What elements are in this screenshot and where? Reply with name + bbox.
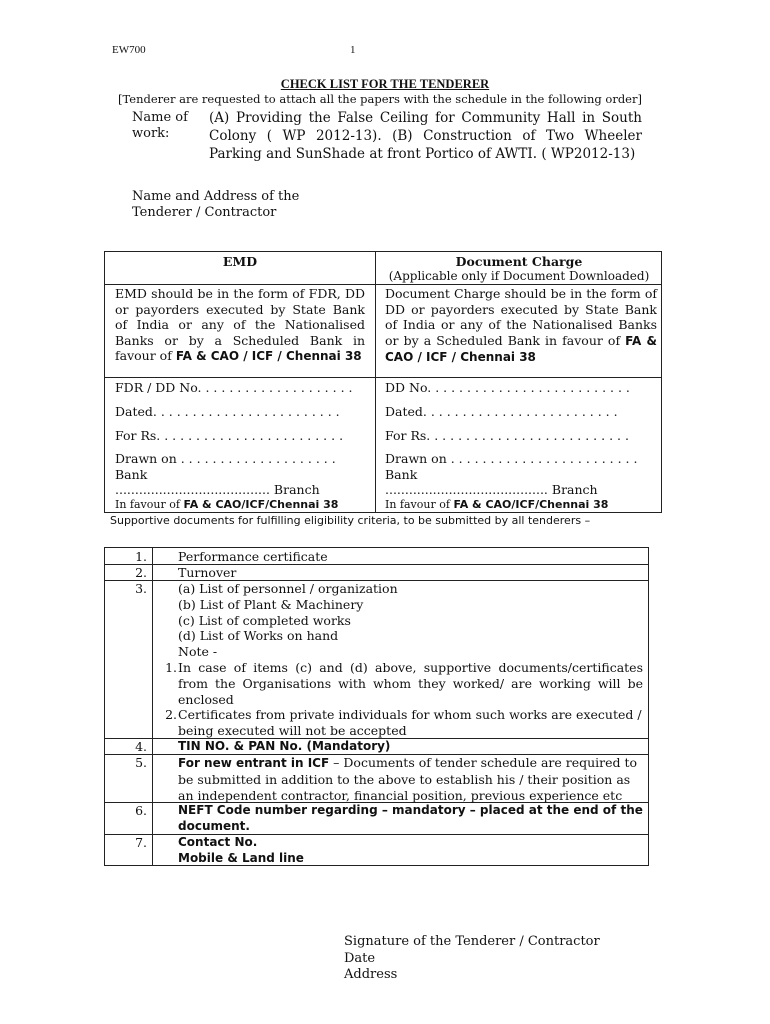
checklist-item-turnover: Turnover xyxy=(178,565,237,580)
checklist-item-new-entrant xyxy=(178,755,643,803)
mobile-land-line-label: Mobile & Land line xyxy=(178,850,304,865)
emd-in-favour-value: FA & CAO/ICF/Chennai 38 xyxy=(183,498,339,511)
doc-charge-branch: ......................................... Branch xyxy=(385,482,598,497)
doc-charge-heading: Document Charge xyxy=(455,254,583,269)
table-column-divider xyxy=(375,252,376,512)
name-of-work-label-line1: Name of xyxy=(132,110,188,125)
checklist-note-1: In case of items (c) and (d) above, supportive documents/certificates from the Organisations with whom they worked/ are working will be enclosed xyxy=(178,660,643,707)
emd-dated: Dated. . . . . . . . . . . . . . . . . . . . . . . . xyxy=(115,404,340,419)
doc-charge-favour: FA & CAO / ICF / Chennai 38 xyxy=(385,333,658,364)
checklist-item-neft: NEFT Code number regarding – mandatory – placed at the end of the document. xyxy=(178,803,643,833)
signature-label: Signature of the Tenderer / Contractor xyxy=(344,934,600,949)
tenderer-label-line1: Name and Address of the xyxy=(132,189,300,204)
doc-charge-in-favour-prefix: In favour of xyxy=(385,498,450,511)
table-row-divider xyxy=(105,377,661,378)
date-label: Date xyxy=(344,950,376,966)
name-of-work-text: (A) Providing the False Ceiling for Community Hall in South Colony ( WP 2012-13). (B) Construction of Two Wheeler Parking and SunShade at front Portico of AWTI. ( WP2012-13) xyxy=(209,110,642,162)
emd-fdr-dd-no: FDR / DD No. . . . . . . . . . . . . . . . . . . . xyxy=(115,380,353,395)
signature-block xyxy=(344,934,600,984)
checklist-number: 7. xyxy=(135,835,147,850)
checklist-note-label: Note - xyxy=(178,644,218,660)
supportive-documents-note: Supportive documents for fulfilling eligibility criteria, to be submitted by all tenderers – xyxy=(110,514,591,527)
doc-charge-dated: Dated. . . . . . . . . . . . . . . . . . . . . . . . . xyxy=(385,404,618,419)
checklist-number: 1. xyxy=(135,549,147,564)
emd-for-rs: For Rs. . . . . . . . . . . . . . . . . . . . . . . . xyxy=(115,428,344,443)
note-number: 1. xyxy=(165,660,177,675)
page-subtitle: [Tenderer are requested to attach all the papers with the schedule in the following order] xyxy=(118,92,642,106)
doc-charge-in-favour-value: FA & CAO/ICF/Chennai 38 xyxy=(453,498,609,511)
emd-in-favour xyxy=(115,498,375,511)
emd-heading: EMD xyxy=(222,254,258,269)
checklist-number: 5. xyxy=(135,755,147,770)
emd-instructions xyxy=(115,286,365,365)
doc-charge-bank: Bank xyxy=(385,467,418,482)
checklist-item-tin-pan: TIN NO. & PAN No. (Mandatory) xyxy=(178,739,391,753)
checklist-number: 4. xyxy=(135,739,147,754)
doc-charge-for-rs: For Rs. . . . . . . . . . . . . . . . . . . . . . . . . . xyxy=(385,428,629,443)
new-entrant-label: For new entrant in ICF xyxy=(178,756,330,770)
checklist-note-2: Certificates from private individuals for whom such works are executed / being executed will not be accepted xyxy=(178,707,642,738)
doc-charge-dd-no: DD No. . . . . . . . . . . . . . . . . . . . . . . . . . xyxy=(385,380,630,395)
emd-favour: FA & CAO / ICF / Chennai 38 xyxy=(175,349,362,363)
checklist-item-contact xyxy=(178,835,643,867)
checklist-sub-completed: (c) List of completed works xyxy=(178,612,351,628)
name-of-work-label-line2: work: xyxy=(132,126,170,141)
emd-drawn-on: Drawn on . . . . . . . . . . . . . . . . . . . . xyxy=(115,451,336,466)
checklist-number: 2. xyxy=(135,565,147,580)
doc-charge-drawn-on: Drawn on . . . . . . . . . . . . . . . . . . . . . . . . xyxy=(385,451,638,466)
note-number: 2. xyxy=(165,707,177,722)
doc-charge-in-favour xyxy=(385,498,660,511)
checklist-sub-plant: (b) List of Plant & Machinery xyxy=(178,596,364,612)
tenderer-label-line2: Tenderer / Contractor xyxy=(132,205,277,220)
checklist-number: 6. xyxy=(135,803,147,818)
emd-branch: ....................................... Branch xyxy=(115,482,320,497)
doc-charge-instructions-text: Document Charge should be in the form of DD or payorders executed by State Bank of India or any of the Nationalised Banks or by a Scheduled Bank in favour of xyxy=(385,286,657,348)
checklist-sub-personnel: (a) List of personnel / organization xyxy=(178,581,398,596)
emd-in-favour-prefix: In favour of xyxy=(115,498,180,511)
new-entrant-text: – Documents of tender schedule are required to be submitted in addition to the above to establish his / their position as an independent contractor, financial position, previous experience etc xyxy=(178,755,638,803)
checklist-item-lists xyxy=(178,581,643,660)
page-number: 1 xyxy=(350,44,356,56)
checklist-sub-on-hand: (d) List of Works on hand xyxy=(178,628,339,644)
checklist-item-performance: Performance certificate xyxy=(178,549,328,564)
table-column-divider xyxy=(152,548,153,865)
page-title: CHECK LIST FOR THE TENDERER xyxy=(280,77,490,91)
name-of-work-label xyxy=(132,110,202,142)
doc-charge-subheading: (Applicable only if Document Downloaded) xyxy=(388,269,650,283)
emd-bank: Bank xyxy=(115,467,148,482)
emd-instructions-text: EMD should be in the form of FDR, DD or payorders executed by State Bank of India or any of the Nationalised Banks or by a Scheduled Bank in favour of xyxy=(115,286,365,363)
document-code: EW700 xyxy=(112,44,146,56)
address-label: Address xyxy=(344,967,398,982)
checklist-number: 3. xyxy=(135,581,147,596)
checklist-table xyxy=(104,547,649,866)
tenderer-name-address-label xyxy=(132,189,352,221)
contact-no-label: Contact No. xyxy=(178,835,258,849)
doc-charge-instructions xyxy=(385,286,657,366)
emd-document-charge-table xyxy=(104,251,662,513)
